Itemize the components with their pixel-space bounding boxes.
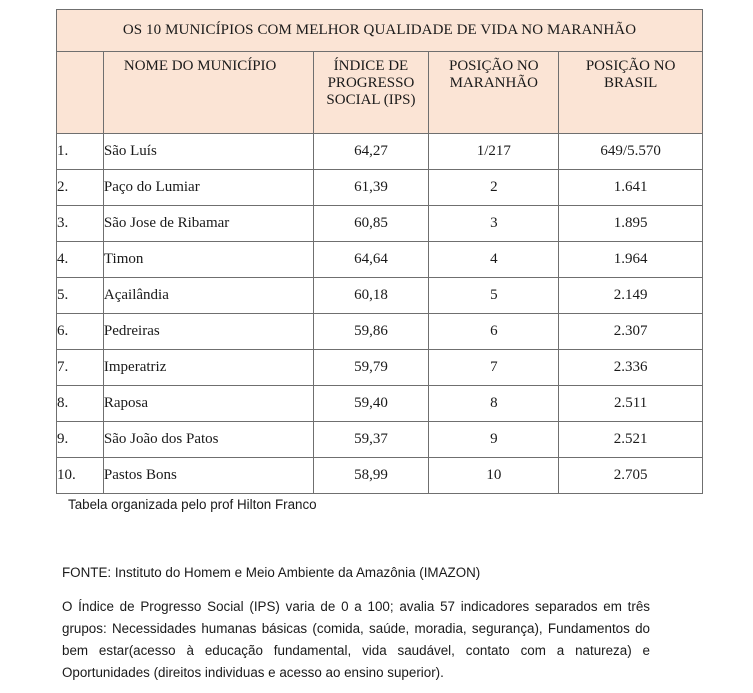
row-index: 7. [57, 350, 104, 386]
municipality-name: Pastos Bons [103, 458, 313, 494]
municipality-name: São Luís [103, 134, 313, 170]
position-brasil: 649/5.570 [559, 134, 703, 170]
row-index: 3. [57, 206, 104, 242]
municipality-name: Paço do Lumiar [103, 170, 313, 206]
position-brasil: 1.964 [559, 242, 703, 278]
header-index [57, 52, 104, 134]
table-row [57, 278, 703, 314]
row-index: 10. [57, 458, 104, 494]
row-index: 6. [57, 314, 104, 350]
position-maranhao: 6 [429, 314, 559, 350]
position-brasil: 2.521 [559, 422, 703, 458]
position-maranhao: 2 [429, 170, 559, 206]
header-municipality-name: NOME DO MUNICÍPIO [103, 52, 313, 134]
source-citation: FONTE: Instituto do Homem e Meio Ambiente da Amazônia (IMAZON) [62, 565, 481, 580]
header-ips: ÍNDICE DE PROGRESSO SOCIAL (IPS) [313, 52, 429, 134]
position-brasil: 2.705 [559, 458, 703, 494]
municipality-name: São João dos Patos [103, 422, 313, 458]
ips-value: 59,79 [313, 350, 429, 386]
municipality-name: Pedreiras [103, 314, 313, 350]
ips-value: 59,86 [313, 314, 429, 350]
table-row [57, 350, 703, 386]
municipality-name: Açailândia [103, 278, 313, 314]
municipality-name: Raposa [103, 386, 313, 422]
position-maranhao: 8 [429, 386, 559, 422]
row-index: 9. [57, 422, 104, 458]
position-brasil: 1.895 [559, 206, 703, 242]
ips-value: 61,39 [313, 170, 429, 206]
position-brasil: 2.307 [559, 314, 703, 350]
row-index: 8. [57, 386, 104, 422]
row-index: 1. [57, 134, 104, 170]
row-index: 4. [57, 242, 104, 278]
position-maranhao: 9 [429, 422, 559, 458]
header-position-brasil: POSIÇÃO NO BRASIL [559, 52, 703, 134]
position-maranhao: 1/217 [429, 134, 559, 170]
position-brasil: 2.336 [559, 350, 703, 386]
row-index: 5. [57, 278, 104, 314]
position-maranhao: 5 [429, 278, 559, 314]
table-row [57, 386, 703, 422]
ips-description: O Índice de Progresso Social (IPS) varia de 0 a 100; avalia 57 indicadores separados em três grupos: Necessidades humanas básicas (comida, saúde, moradia, segurança), Fundamentos do bem estar(acesso à educação fundamental, vida saudável, contato com a natureza) e Oportunidades (direitos individuas e acesso ao ensino superior). [62, 599, 650, 680]
position-maranhao: 7 [429, 350, 559, 386]
table-row [57, 458, 703, 494]
table-credit-note: Tabela organizada pelo prof Hilton Franco [68, 497, 317, 512]
municipality-name: Imperatriz [103, 350, 313, 386]
ips-value: 58,99 [313, 458, 429, 494]
municipalities-table [56, 9, 703, 494]
position-brasil: 1.641 [559, 170, 703, 206]
table-row [57, 206, 703, 242]
table-title-row [57, 10, 703, 52]
row-index: 2. [57, 170, 104, 206]
position-brasil: 2.149 [559, 278, 703, 314]
ips-value: 59,37 [313, 422, 429, 458]
ips-value: 60,18 [313, 278, 429, 314]
municipality-name: São Jose de Ribamar [103, 206, 313, 242]
table-row [57, 314, 703, 350]
municipality-name: Timon [103, 242, 313, 278]
ips-value: 60,85 [313, 206, 429, 242]
ips-value: 64,27 [313, 134, 429, 170]
table-header-row [57, 52, 703, 134]
position-maranhao: 4 [429, 242, 559, 278]
table-row [57, 170, 703, 206]
ips-value: 64,64 [313, 242, 429, 278]
header-position-maranhao: POSIÇÃO NO MARANHÃO [429, 52, 559, 134]
table-row [57, 242, 703, 278]
table-row [57, 422, 703, 458]
ips-value: 59,40 [313, 386, 429, 422]
position-maranhao: 10 [429, 458, 559, 494]
table-row [57, 134, 703, 170]
position-maranhao: 3 [429, 206, 559, 242]
position-brasil: 2.511 [559, 386, 703, 422]
table-title: OS 10 MUNICÍPIOS COM MELHOR QUALIDADE DE VIDA NO MARANHÃO [57, 10, 703, 52]
